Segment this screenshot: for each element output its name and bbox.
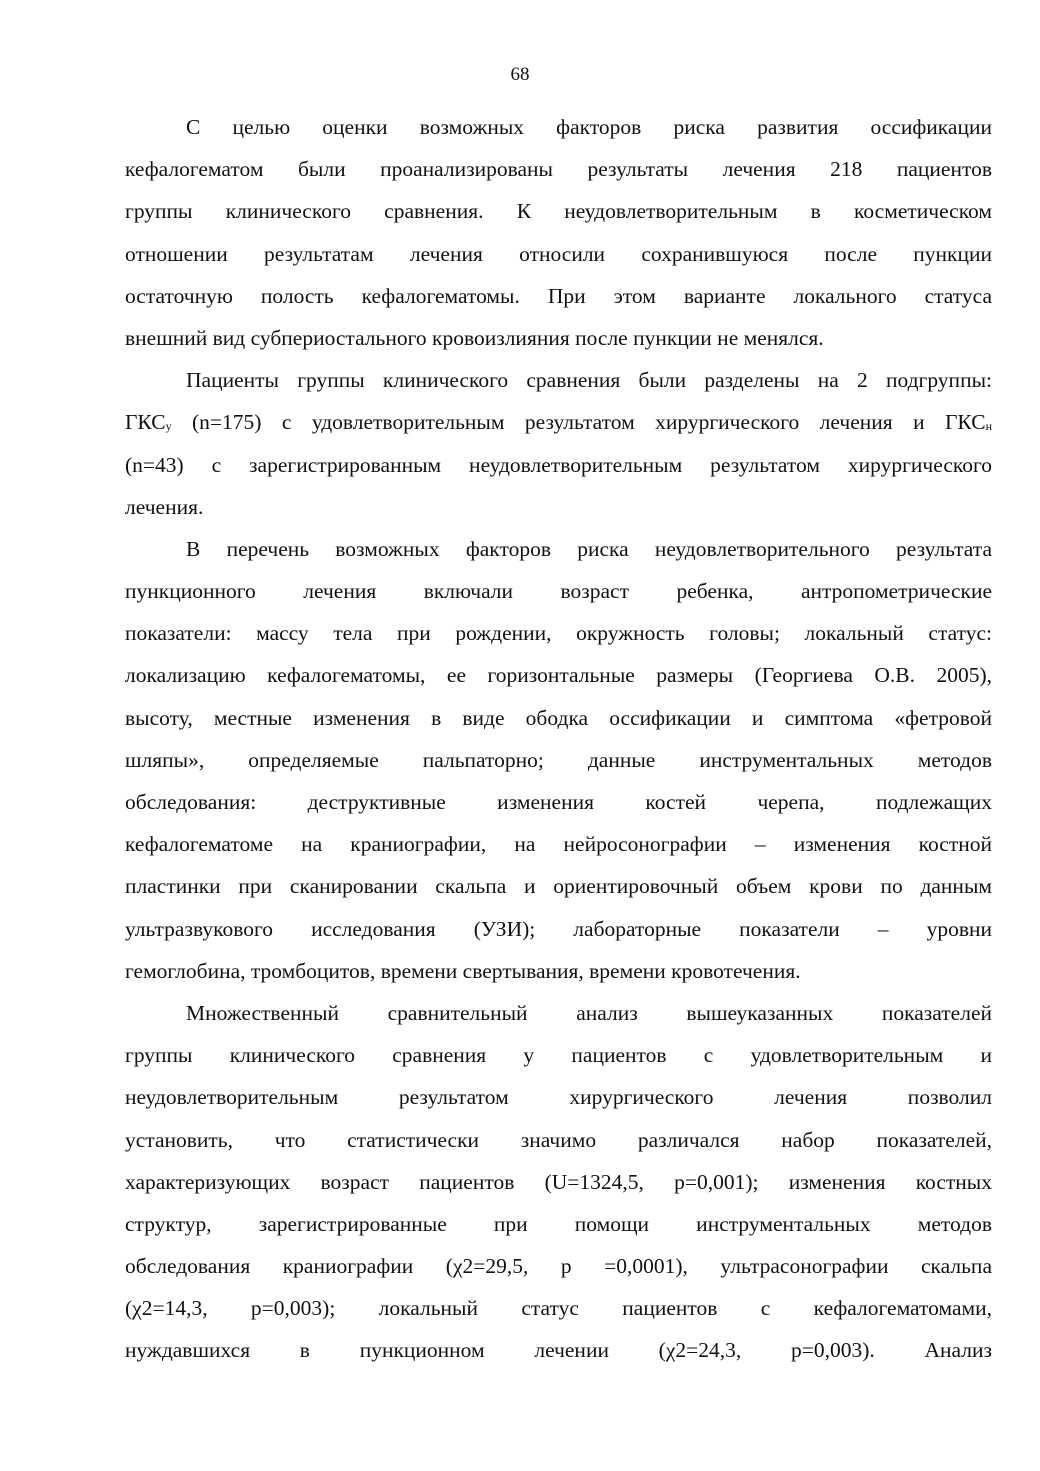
page-number: 68 (510, 64, 530, 85)
text-line: отношении результатам лечения относили сохранившуюся после пункции (125, 241, 992, 266)
text-line: характеризующих возраст пациентов (U=1324,5, p=0,001); изменения костных (125, 1169, 992, 1194)
text-line: (χ2=14,3, p=0,003); локальный статус пациентов с кефалогематомами, (125, 1296, 992, 1321)
text-line: $ГКС_у$ (n=175) с удовлетворительным результатом хирургического лечения и $ГКС_н$ (125, 410, 992, 435)
text-line: шляпы», определяемые пальпаторно; данные инструментальных методов (125, 747, 992, 772)
text-line: локализацию кефалогематомы, ее горизонтальные размеры (Георгиева О.В. 2005), (125, 663, 992, 688)
text-line: Пациенты группы клинического сравнения были разделены на 2 подгруппы: (186, 368, 992, 393)
text-line: В перечень возможных факторов риска неудовлетворительного результата (186, 536, 992, 561)
text-line: лечения. (125, 494, 204, 519)
paragraph-3 (125, 528, 992, 992)
text-line: (n=43) с зарегистрированным неудовлетворительным результатом хирургического (125, 452, 992, 477)
text-line: структур, зарегистрированные при помощи инструментальных методов (125, 1211, 992, 1236)
text-line: группы клинического сравнения у пациентов с удовлетворительным и (125, 1043, 992, 1068)
text-line: неудовлетворительным результатом хирургического лечения позволил (125, 1085, 992, 1110)
subgroup-subscript: н (985, 419, 992, 434)
paragraph-1 (125, 106, 992, 359)
text-line: группы клинического сравнения. К неудовлетворительным в косметическом (125, 199, 992, 224)
text-line: кефалогематоме на краниографии, на нейросонографии – изменения костной (125, 832, 992, 857)
paragraph-2 (125, 359, 992, 528)
paragraph-4 (125, 992, 992, 1372)
subgroup-subscript: у (165, 419, 172, 434)
text-line: пластинки при сканировании скальпа и ориентировочный объем крови по данным (125, 874, 992, 899)
text-line: высоту, местные изменения в виде ободка оссификации и симптома «фетровой (125, 705, 992, 730)
text-line: обследования: деструктивные изменения костей черепа, подлежащих (125, 790, 992, 814)
text-line: ультразвукового исследования (УЗИ); лабораторные показатели – уровни (125, 916, 992, 941)
text-line: гемоглобина, тромбоцитов, времени свертывания, времени кровотечения. (125, 958, 801, 983)
text-line: кефалогематом были проанализированы результаты лечения 218 пациентов (125, 157, 992, 182)
text-line: обследования краниографии (χ2=29,5, p =0,0001), ультрасонографии скальпа (125, 1254, 992, 1279)
text-line: установить, что статистически значимо различался набор показателей, (125, 1127, 992, 1152)
text-line: остаточную полость кефалогематомы. При этом варианте локального статуса (125, 283, 992, 308)
text-line: нуждавшихся в пункционном лечении (χ2=24,3, p=0,003). Анализ (125, 1338, 992, 1363)
text-line: показатели: массу тела при рождении, окружность головы; локальный статус: (125, 621, 992, 646)
text-line: Множественный сравнительный анализ вышеуказанных показателей (186, 1000, 992, 1025)
text-line: пункционного лечения включали возраст ребенка, антропометрические (125, 579, 992, 604)
text-line: С целью оценки возможных факторов риска развития оссификации (186, 115, 992, 139)
text-line: внешний вид субпериостального кровоизлияния после пункции не менялся. (125, 325, 824, 350)
document-body (125, 106, 992, 1372)
